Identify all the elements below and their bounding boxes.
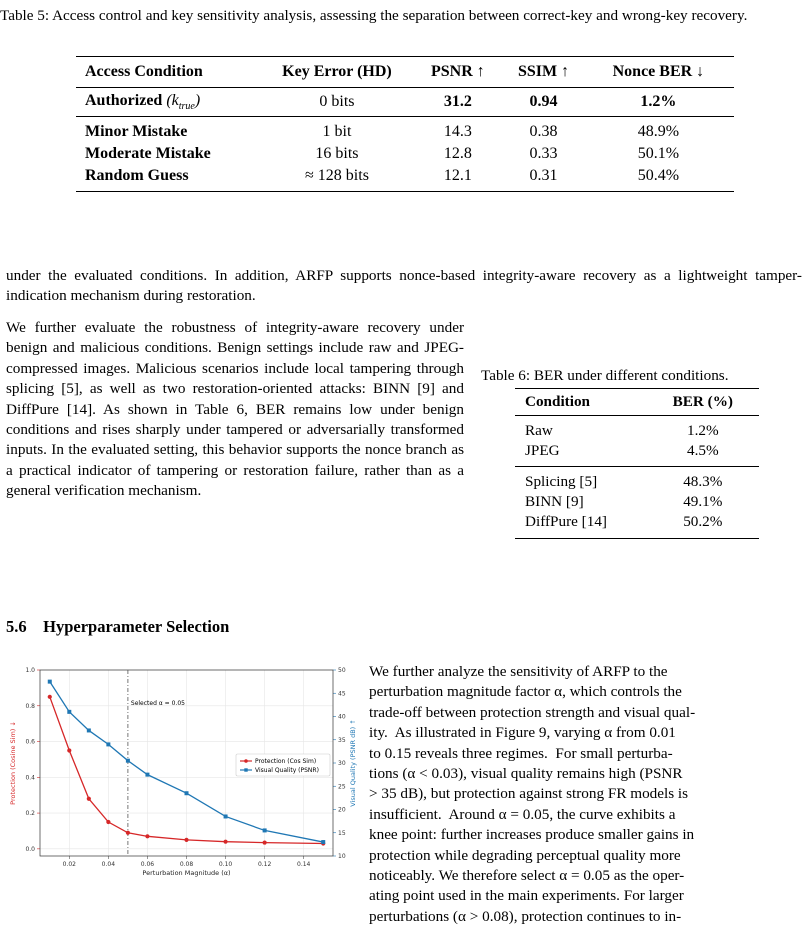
- table5-header: Access Condition: [85, 63, 203, 80]
- table-cell: 0.33: [529, 145, 558, 162]
- legend-label: Protection (Cos Sim): [255, 758, 317, 765]
- legend-marker: [244, 759, 248, 763]
- y-right-tick-label: 25: [338, 783, 346, 791]
- x-tick-label: 0.04: [101, 861, 116, 868]
- table-cell: 50.1%: [637, 145, 680, 162]
- table-cell: 31.2: [443, 93, 472, 110]
- data-point: [223, 840, 227, 844]
- table-cell: Raw: [525, 422, 553, 439]
- table-cell: BINN [9]: [525, 493, 584, 510]
- table-cell: 50.2%: [683, 513, 723, 530]
- table5-header: PSNR ↑: [430, 63, 485, 80]
- y-right-tick-label: 45: [338, 690, 346, 698]
- text-line: trade-off between protection strength and visual qual-: [369, 703, 696, 721]
- data-point: [87, 797, 91, 801]
- data-point: [263, 840, 267, 844]
- table6-row: [515, 492, 759, 512]
- table6-header: BER (%): [672, 393, 733, 410]
- sensitivity-chart: [0, 664, 362, 884]
- table-cell: ≈ 128 bits: [305, 167, 369, 184]
- table-cell: [76, 88, 262, 117]
- table-cell: 1.2%: [686, 422, 719, 439]
- section-title: Hyperparameter Selection: [43, 617, 230, 636]
- x-tick-label: 0.02: [62, 861, 76, 868]
- table-cell: 4.5%: [686, 442, 719, 459]
- table-cell: 48.9%: [637, 123, 680, 140]
- paragraph-robustness: We further evaluate the robustness of integrity-aware recovery under benign and malicious conditions. Benign settings include raw and JPEG-compressed images. Malicious scenarios include local tampering through splicing [5], as well as two restoration-oriented attacks: BINN [9] and DiffPure [14]. As shown in Table 6, BER remains low under benign conditions and rises sharply under tampered or adversarially transformed inputs. In the evaluated setting, this behavior supports the nonce branch as a practical indicator of tampering or restoration failure, rather than as a general verification mechanism.: [6, 319, 464, 500]
- data-point: [263, 828, 267, 832]
- data-point: [48, 695, 52, 699]
- table6-header-row: [515, 389, 759, 416]
- text-line: tions (α < 0.03), visual quality remains high (PSNR: [369, 765, 683, 783]
- text-line: > 35 dB), but protection against strong FR models is: [369, 785, 689, 803]
- table-cell: JPEG: [525, 442, 560, 459]
- y-right-tick-label: 20: [338, 806, 346, 814]
- math-close: ): [194, 91, 201, 109]
- text-line: perturbation magnitude factor α, which controls the: [369, 683, 682, 701]
- table-cell: Splicing [5]: [525, 473, 598, 490]
- y-right-tick-label: 30: [338, 760, 346, 767]
- table6-caption: Table 6: BER under different conditions.: [481, 367, 729, 384]
- table6-row: [515, 512, 759, 539]
- text-line: We further analyze the sensitivity of ARFP to the: [369, 663, 668, 680]
- table-cell: 48.3%: [683, 473, 723, 490]
- x-tick-label: 0.14: [297, 861, 311, 868]
- table-cell: 0 bits: [319, 93, 355, 110]
- data-point: [184, 838, 188, 842]
- y-right-tick-label: 40: [338, 713, 346, 721]
- text-line: ating point used in the main experiments. For larger: [369, 887, 684, 905]
- data-point: [67, 710, 71, 714]
- table-cell: 50.4%: [637, 167, 680, 184]
- data-point: [106, 742, 110, 746]
- data-point: [48, 680, 52, 684]
- data-point: [126, 831, 130, 835]
- table6-header: Condition: [525, 393, 590, 410]
- table6: [515, 388, 759, 539]
- legend-label: Visual Quality (PSNR): [255, 767, 319, 774]
- data-point: [87, 728, 91, 732]
- data-point: [145, 773, 149, 777]
- table-cell: 1 bit: [322, 123, 352, 140]
- table-cell: 12.1: [443, 167, 472, 184]
- table5-header: Nonce BER ↓: [612, 63, 705, 80]
- table5-header: Key Error (HD): [282, 63, 392, 80]
- table-cell: 49.1%: [683, 493, 723, 510]
- table-cell: 0.31: [529, 167, 558, 184]
- table5-row: [76, 117, 734, 144]
- y-right-tick-label: 50: [338, 667, 346, 674]
- data-point: [145, 834, 149, 838]
- y-left-tick-label: 0.2: [25, 810, 35, 818]
- y-left-tick-label: 0.8: [25, 702, 35, 710]
- section-number: 5.6: [6, 617, 27, 636]
- table5-header: SSIM ↑: [517, 63, 570, 80]
- text-line: noticeably. We therefore select α = 0.05 as the oper-: [369, 867, 685, 885]
- table-cell: 14.3: [443, 123, 472, 140]
- y-right-tick-label: 35: [338, 736, 346, 744]
- y-right-axis-label: Visual Quality (PSNR dB) ↑: [349, 719, 357, 807]
- y-right-tick-label: 15: [338, 829, 346, 837]
- table6-row: [515, 441, 759, 467]
- table6-row: [515, 467, 759, 493]
- y-left-tick-label: 1.0: [25, 667, 35, 674]
- x-tick-label: 0.08: [179, 861, 194, 868]
- data-point: [106, 820, 110, 824]
- x-tick-label: 0.06: [140, 861, 155, 868]
- table-cell: DiffPure [14]: [525, 513, 607, 530]
- data-point: [185, 791, 189, 795]
- math-sub: true: [178, 101, 195, 113]
- math-open: (k: [166, 91, 179, 109]
- x-axis-label: Perturbation Magnitude (α): [142, 869, 231, 877]
- table6-row: [515, 416, 759, 442]
- data-point: [321, 840, 325, 844]
- x-tick-label: 0.10: [218, 861, 233, 868]
- table5: [76, 56, 734, 192]
- table-cell: Minor Mistake: [85, 123, 188, 140]
- table5-caption: Table 5: Access control and key sensitivity analysis, assessing the separation between correct-key and wrong-key recovery.: [0, 7, 748, 24]
- y-left-axis-label: Protection (Cosine Sim) ↓: [9, 721, 17, 805]
- text-line: to 0.15 reveals three regimes. For small perturba-: [369, 744, 673, 762]
- authorized-key-math: [166, 91, 201, 113]
- text-line: protection while degrading perceptual quality more: [369, 846, 681, 864]
- authorized-label: Authorized: [85, 91, 163, 109]
- table5-row-authorized: [76, 88, 734, 117]
- data-point: [67, 748, 71, 752]
- table-cell: 16 bits: [315, 145, 359, 162]
- data-point: [224, 814, 228, 818]
- text-line: knee point: further increases produce smaller gains in: [369, 826, 695, 844]
- table-cell: 1.2%: [640, 93, 677, 110]
- selected-alpha-label: Selected α = 0.05: [130, 699, 185, 707]
- table-cell: Random Guess: [85, 167, 189, 184]
- paragraph-hyperparameter: [369, 662, 805, 927]
- y-left-tick-label: 0.4: [25, 774, 35, 782]
- text-line: insufficient. Around α = 0.05, the curve exhibits a: [369, 805, 676, 823]
- table5-header-row: [76, 57, 734, 88]
- data-point: [126, 759, 130, 763]
- paragraph-intro: under the evaluated conditions. In addition, ARFP supports nonce-based integrity-aware recovery as a lightweight tamper-indication mechanism during restoration.: [6, 267, 802, 305]
- table-cell: 12.8: [443, 145, 472, 162]
- text-line: ity. As illustrated in Figure 9, varying α from 0.01: [369, 724, 676, 742]
- table-cell: 0.38: [529, 123, 558, 140]
- section-heading: [6, 617, 229, 637]
- text-line: perturbations (α > 0.08), protection continues to in-: [369, 907, 682, 925]
- table-cell: 0.94: [529, 93, 558, 110]
- y-left-tick-label: 0.6: [25, 738, 35, 746]
- y-right-tick-label: 10: [338, 853, 346, 860]
- table5-row: [76, 165, 734, 192]
- table5-row: [76, 143, 734, 165]
- y-left-tick-label: 0.0: [25, 845, 35, 853]
- legend-marker: [244, 768, 247, 771]
- table-cell: Moderate Mistake: [85, 145, 211, 162]
- x-tick-label: 0.12: [257, 861, 272, 868]
